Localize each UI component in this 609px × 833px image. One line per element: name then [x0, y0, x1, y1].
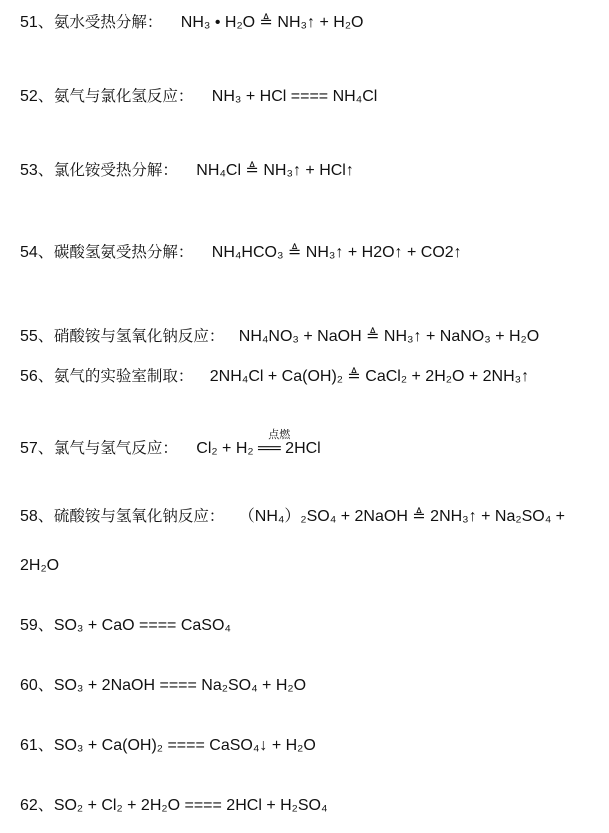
reaction-title: 氨气的实验室制取：: [53, 367, 194, 385]
reaction-title: 硫酸铵与氢氧化钠反应：: [53, 507, 225, 525]
reaction-equation: （NH₄）₂SO₄ + 2NaOH ≜ 2NH₃↑ + Na₂SO₄ +: [238, 508, 566, 525]
reaction-title: 碳酸氢氨受热分解：: [53, 243, 194, 261]
reaction-number: 52、: [20, 88, 54, 105]
reaction-52: [20, 86, 601, 107]
reaction-60: [20, 676, 601, 696]
reaction-title: 氨气与氯化氢反应：: [53, 87, 194, 105]
reaction-58: [20, 506, 601, 527]
reaction-57: [20, 428, 601, 459]
reaction-number: 54、: [20, 244, 54, 261]
reaction-equation: NH₄Cl ≜ NH₃↑ + HCl↑: [196, 162, 354, 179]
reaction-number: 58、: [20, 508, 54, 525]
reaction-title: 硝酸铵与氢氧化钠反应：: [53, 327, 225, 345]
reaction-number: 51、: [20, 14, 54, 31]
reaction-61: [20, 736, 601, 756]
reaction-51: [20, 12, 601, 33]
reaction-equation: NH₄HCO₃ ≜ NH₃↑ + H2O↑ + CO2↑: [211, 244, 462, 261]
reaction-55: [20, 326, 601, 347]
reaction-condition-label: 点燃: [268, 428, 291, 441]
reaction-equation: SO₂ + Cl₂ + 2H₂O ==== 2HCl + H₂SO₄: [53, 797, 328, 814]
reaction-number: 59、: [20, 617, 54, 634]
reaction-62: [20, 796, 601, 816]
reaction-number: 57、: [20, 440, 54, 457]
reaction-number: 62、: [20, 797, 54, 814]
reaction-number: 53、: [20, 162, 54, 179]
reaction-equation: SO₃ + 2NaOH ==== Na₂SO₄ + H₂O: [53, 677, 307, 694]
reaction-equation: 2NH₄Cl + Ca(OH)₂ ≜ CaCl₂ + 2H₂O + 2NH₃↑: [209, 368, 530, 385]
reaction-56: [20, 366, 601, 387]
reaction-title: 氨水受热分解：: [53, 13, 163, 31]
reaction-58-continuation: 2H₂O: [20, 557, 60, 574]
reaction-54: [20, 242, 601, 263]
reaction-number: 61、: [20, 737, 54, 754]
reaction-number: 56、: [20, 368, 54, 385]
reaction-equation: Cl₂ + H₂ ══ 2HCl: [196, 440, 321, 457]
reaction-title: 氯气与氢气反应：: [53, 439, 178, 457]
reaction-53: [20, 160, 601, 181]
reaction-number: 55、: [20, 328, 54, 345]
reaction-equation: NH₃ + HCl ==== NH₄Cl: [211, 88, 378, 105]
reaction-59: [20, 616, 601, 636]
reaction-equation-group: [196, 428, 321, 459]
reaction-number: 60、: [20, 677, 54, 694]
reaction-equation: NH₄NO₃ + NaOH ≜ NH₃↑ + NaNO₃ + H₂O: [238, 328, 540, 345]
reaction-title: 氯化铵受热分解：: [53, 161, 178, 179]
reaction-equation: NH₃ • H₂O ≜ NH₃↑ + H₂O: [180, 14, 364, 31]
reaction-equation: SO₃ + Ca(OH)₂ ==== CaSO₄↓ + H₂O: [53, 737, 316, 754]
reaction-equation: SO₃ + CaO ==== CaSO₄: [53, 617, 231, 634]
